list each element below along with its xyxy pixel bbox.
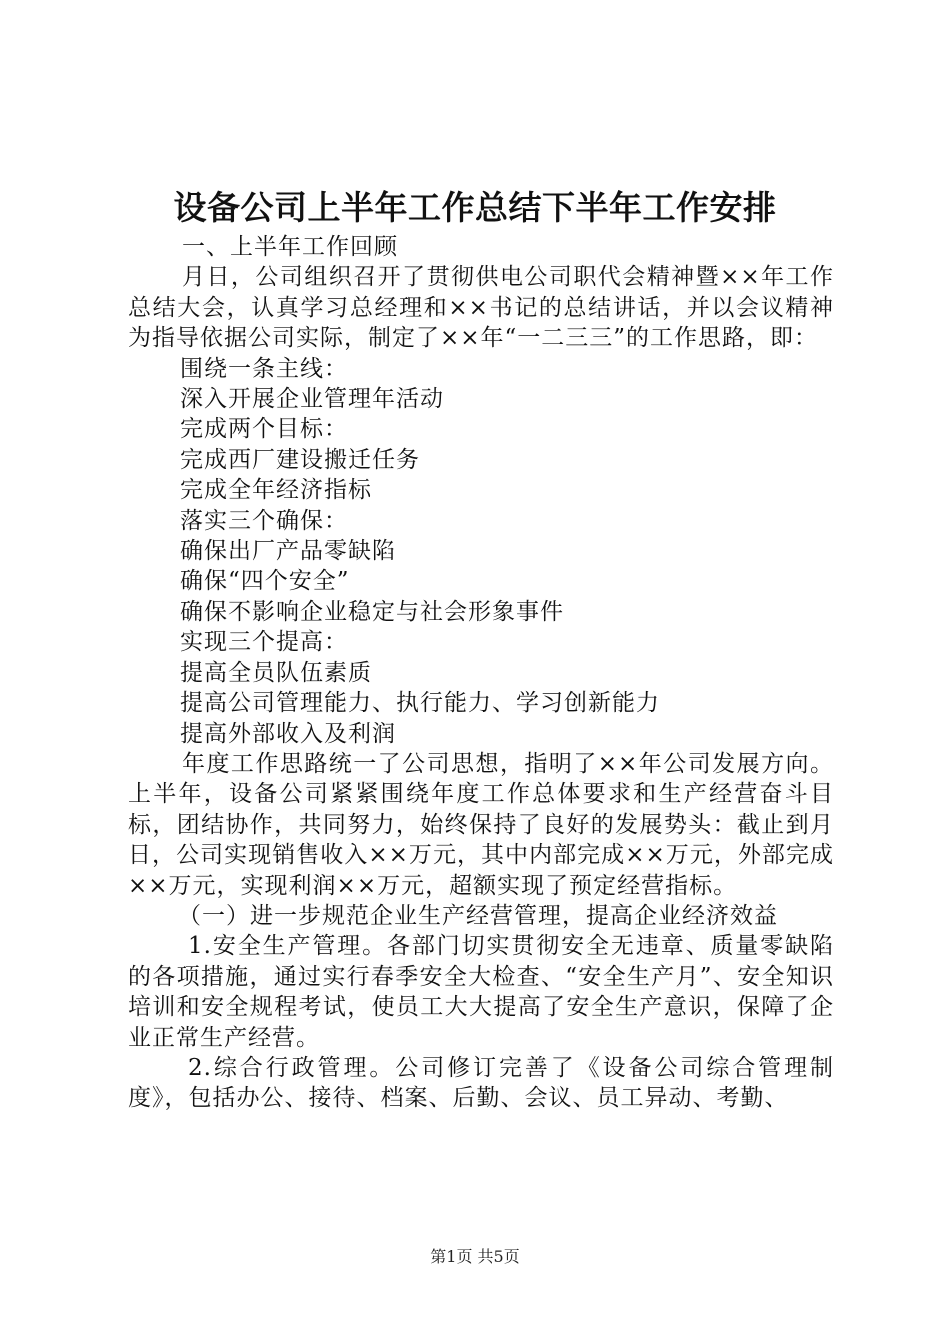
list-item: 围绕一条主线： bbox=[180, 355, 348, 382]
subsection-heading: （一）进一步规范企业生产经营管理，提高企业经济效益 bbox=[178, 902, 778, 929]
list-item: 提高全员队伍素质 bbox=[180, 659, 372, 686]
section-heading: 一、上半年工作回顾 bbox=[182, 234, 398, 260]
list-item: 提高外部收入及利润 bbox=[180, 720, 396, 747]
list-item: 实现三个提高： bbox=[180, 629, 348, 656]
list-item: 确保“四个安全” bbox=[180, 568, 350, 595]
list-item: 完成全年经济指标 bbox=[180, 477, 372, 504]
list-item: 确保出厂产品零缺陷 bbox=[180, 538, 396, 565]
paragraph: 年度工作思路统一了公司思想，指明了××年公司发展方向。上半年，设备公司紧紧围绕年度工作总体要求和生产经营奋斗目标，团结协作，共同努力，始终保持了良好的发展势头：截止到月日，公司实现销售收入××万元，其中内部完成××万元，外部完成××万元，实现利润××万元，超额实现了预定经营指标。 bbox=[128, 750, 834, 899]
list-item: 完成西厂建设搬迁任务 bbox=[180, 446, 420, 473]
list-item: 深入开展企业管理年活动 bbox=[180, 386, 444, 413]
paragraph: 月日，公司组织召开了贯彻供电公司职代会精神暨××年工作总结大会，认真学习总经理和××书记的总结讲话，并以会议精神为指导依据公司实际，制定了××年“一二三三”的工作思路，即： bbox=[128, 264, 834, 352]
list-item: 落实三个确保： bbox=[180, 507, 348, 534]
list-item: 完成两个目标： bbox=[180, 416, 348, 443]
document-title: 设备公司上半年工作总结下半年工作安排 bbox=[173, 188, 777, 227]
list-item: 确保不影响企业稳定与社会形象事件 bbox=[180, 598, 564, 625]
page-footer: 第1页 共5页 bbox=[430, 1247, 520, 1266]
list-item: 提高公司管理能力、执行能力、学习创新能力 bbox=[180, 690, 660, 717]
numbered-paragraph: 1.安全生产管理。各部门切实贯彻安全无违章、质量零缺陷的各项措施，通过实行春季安全大检查、“安全生产月”、安全知识培训和安全规程考试，使员工大大提高了安全生产意识，保障了企业正常生产经营。 bbox=[128, 933, 834, 1051]
document-body bbox=[128, 232, 834, 1114]
numbered-paragraph: 2.综合行政管理。公司修订完善了《设备公司综合管理制度》，包括办公、接待、档案、后勤、会议、员工异动、考勤、 bbox=[128, 1054, 834, 1112]
